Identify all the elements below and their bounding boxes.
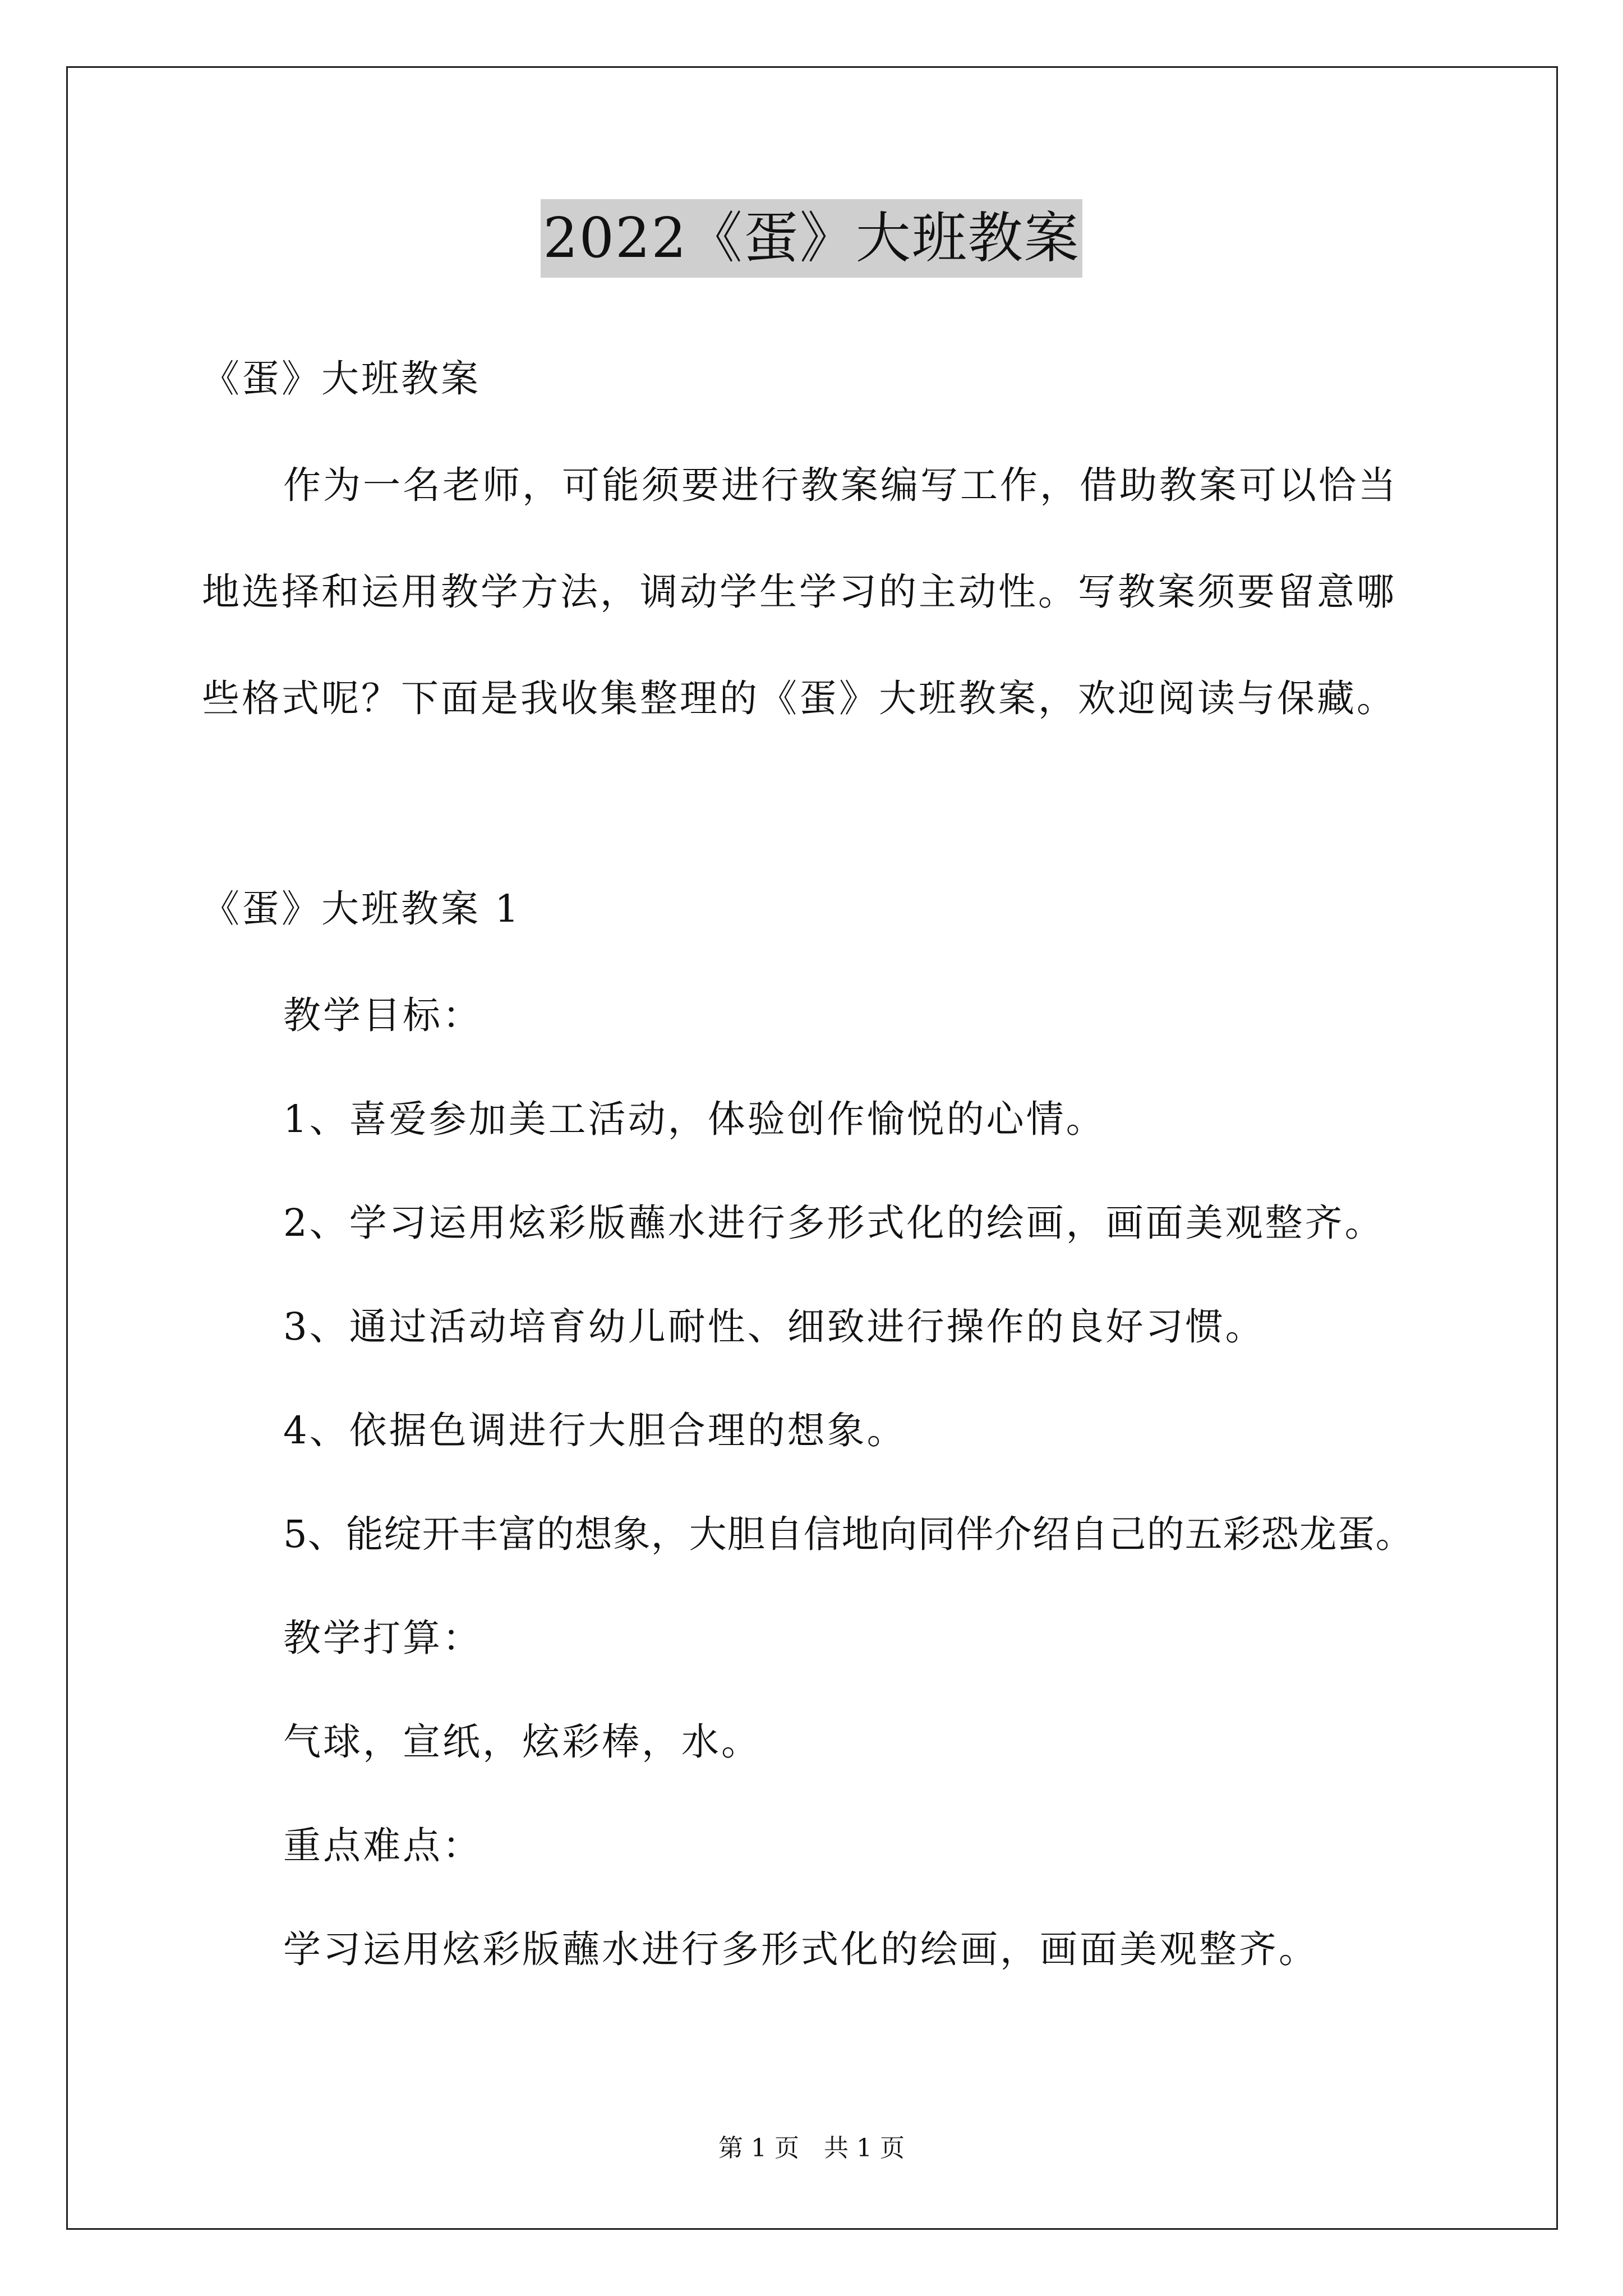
prep-text: 气球，宣纸，炫彩棒，水。: [283, 1720, 761, 1764]
goal-item-4: 4、依据色调进行大胆合理的想象。: [283, 1409, 907, 1452]
goals-label: 教学目标：: [283, 993, 482, 1037]
page-footer: 第 1 页 共 1 页: [718, 2134, 905, 2162]
keypoints-label: 重点难点：: [283, 1824, 482, 1867]
goal-item-5: 5、能绽开丰富的想象，大胆自信地向同伴介绍自己的五彩恐龙蛋。: [283, 1512, 1414, 1556]
intro-line-2: 地选择和运用教学方法，调动学生学习的主动性。写教案须要留意哪: [202, 570, 1396, 614]
section-heading: 《蛋》大班教案 1: [202, 887, 521, 931]
document-subtitle: 《蛋》大班教案: [202, 357, 481, 401]
goal-item-1: 1、喜爱参加美工活动，体验创作愉悦的心情。: [283, 1097, 1106, 1141]
prep-label: 教学打算：: [283, 1616, 482, 1660]
document-title: 2022《蛋》大班教案: [541, 199, 1082, 278]
intro-line-1: 作为一名老师，可能须要进行教案编写工作，借助教案可以恰当: [283, 463, 1398, 507]
intro-line-3: 些格式呢？下面是我收集整理的《蛋》大班教案，欢迎阅读与保藏。: [202, 677, 1396, 720]
goal-item-2: 2、学习运用炫彩版蘸水进行多形式化的绘画，画面美观整齐。: [283, 1201, 1385, 1245]
keypoints-text: 学习运用炫彩版蘸水进行多形式化的绘画，画面美观整齐。: [283, 1927, 1318, 1971]
goal-item-3: 3、通过活动培育幼儿耐性、细致进行操作的良好习惯。: [283, 1305, 1265, 1349]
title-container: [0, 199, 1623, 278]
